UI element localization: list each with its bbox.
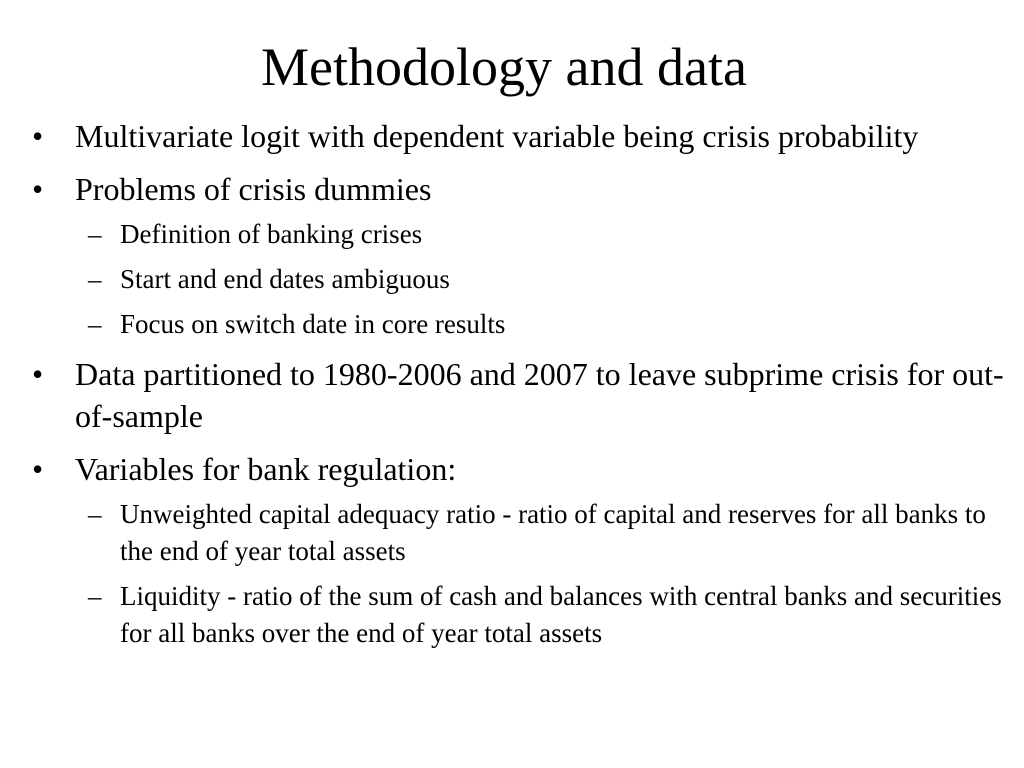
sub-bullet-text: Focus on switch date in core results: [120, 309, 506, 339]
sub-bullet-marker: –: [88, 219, 102, 249]
bullet-item: [0, 448, 1024, 490]
bullet-marker: •: [32, 171, 44, 207]
sub-bullet-marker: –: [88, 264, 102, 294]
bullet-text: Multivariate logit with dependent variable being crisis probability: [75, 118, 919, 154]
bullet-item: [0, 353, 1024, 437]
sub-bullet-item: [0, 261, 1024, 298]
sub-bullet-text: Unweighted capital adequacy ratio - ratio of capital and reserves for all banks to the end of year total assets: [120, 499, 986, 566]
bullet-group: [0, 168, 1024, 343]
sub-bullet-marker: –: [88, 499, 102, 529]
sub-bullet-item: [0, 496, 1024, 570]
sub-bullet-item: [0, 216, 1024, 253]
slide-title: Methodology and data: [261, 37, 747, 97]
bullet-marker: •: [32, 356, 44, 392]
bullet-text: Problems of crisis dummies: [75, 171, 432, 207]
sub-bullet-list: [0, 216, 1024, 343]
sub-bullet-item: [0, 578, 1024, 652]
bullet-marker: •: [32, 118, 44, 154]
sub-bullet-text: Start and end dates ambiguous: [120, 264, 450, 294]
sub-bullet-text: Definition of banking crises: [120, 219, 423, 249]
sub-bullet-marker: –: [88, 581, 102, 611]
bullet-text: Variables for bank regulation:: [75, 451, 457, 487]
bullet-marker: •: [32, 451, 44, 487]
bullet-group: [0, 115, 1024, 157]
sub-bullet-list: [0, 496, 1024, 652]
bullet-item: [0, 168, 1024, 210]
sub-bullet-marker: –: [88, 309, 102, 339]
bullet-text: Data partitioned to 1980-2006 and 2007 to leave subprime crisis for out-of-sample: [75, 356, 1004, 434]
slide-body: [0, 115, 1024, 662]
sub-bullet-item: [0, 306, 1024, 343]
sub-bullet-text: Liquidity - ratio of the sum of cash and balances with central banks and securities for all banks over the end of year total assets: [120, 581, 1002, 648]
bullet-item: [0, 115, 1024, 157]
bullet-group: [0, 448, 1024, 652]
bullet-group: [0, 353, 1024, 437]
